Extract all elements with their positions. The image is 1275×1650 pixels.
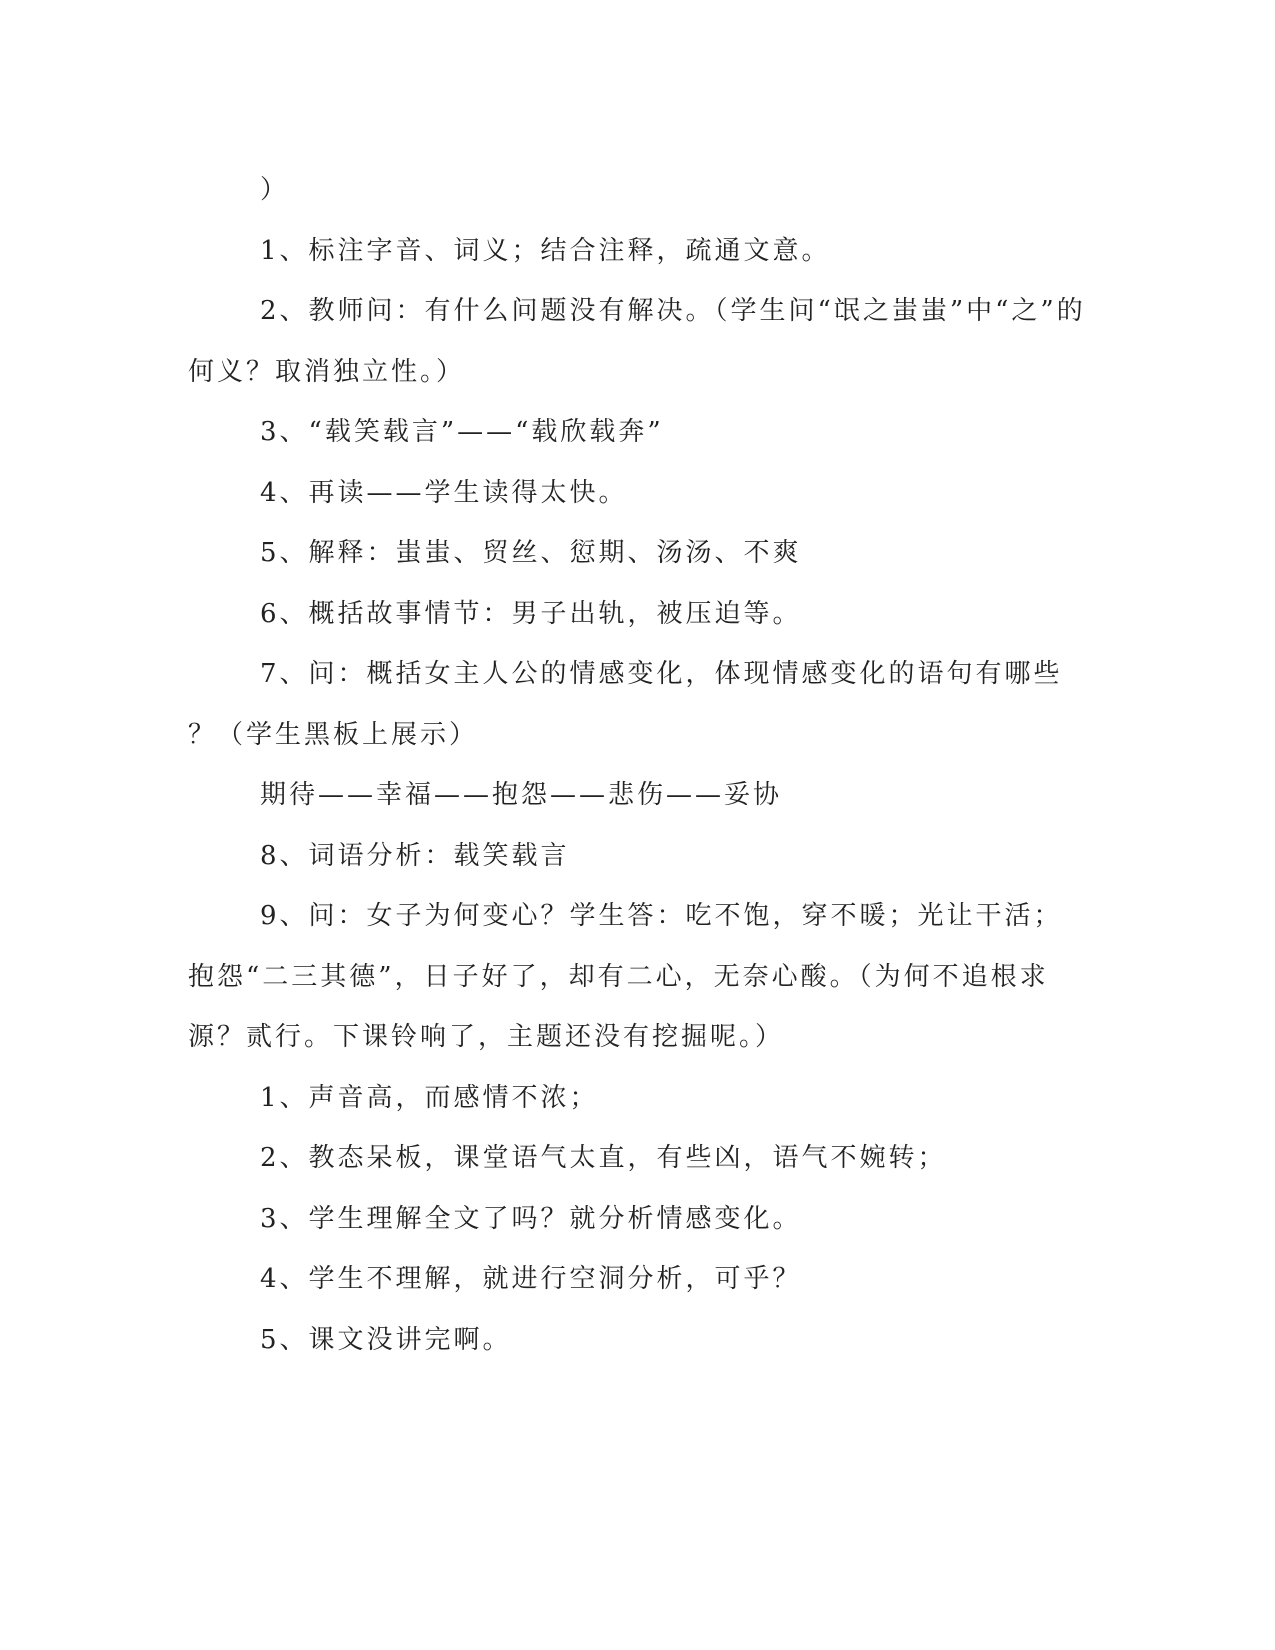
text-line: 7、问：概括女主人公的情感变化，体现情感变化的语句有哪些 [260,659,1063,689]
text-line: ？（学生黑板上展示） [188,719,479,750]
text-line: 期待——幸福——抱怨——悲伤——妥协 [260,780,783,810]
text-line: 6、概括故事情节：男子出轨，被压迫等。 [260,598,802,629]
text-line: 8、词语分析：载笑载言 [260,840,570,871]
text-line: 源？贰行。下课铃响了，主题还没有挖掘呢。） [188,1022,785,1052]
text-line: 3、“载笑载言”——“载欣载奔” [260,417,664,447]
text-line: 5、课文没讲完啊。 [260,1324,512,1355]
text-line: 5、解释：蚩蚩、贸丝、愆期、汤汤、不爽 [260,538,802,568]
text-line: 4、学生不理解，就进行空洞分析，可乎？ [260,1264,802,1294]
text-line: 1、声音高，而感情不浓； [260,1082,599,1113]
text-line: 4、再读——学生读得太快。 [260,477,628,508]
text-line: 何义？取消独立性。） [188,356,466,387]
text-line: 抱怨“二三其德”，日子好了，却有二心，无奈心酸。（为何不追根求 [188,961,1049,992]
text-line: 2、教态呆板，课堂语气太直，有些凶，语气不婉转； [260,1143,947,1173]
text-line: ） [260,175,290,205]
document-body [188,160,1088,1370]
text-line: 3、学生理解全文了吗？就分析情感变化。 [260,1203,802,1234]
text-line: 9、问：女子为何变心？学生答：吃不饱，穿不暖；光让干活； [260,901,1063,931]
text-line: 1、标注字音、词义；结合注释，疏通文意。 [260,235,831,266]
text-line: 2、教师问：有什么问题没有解决。（学生问“氓之蚩蚩”中“之”的 [260,296,1086,326]
